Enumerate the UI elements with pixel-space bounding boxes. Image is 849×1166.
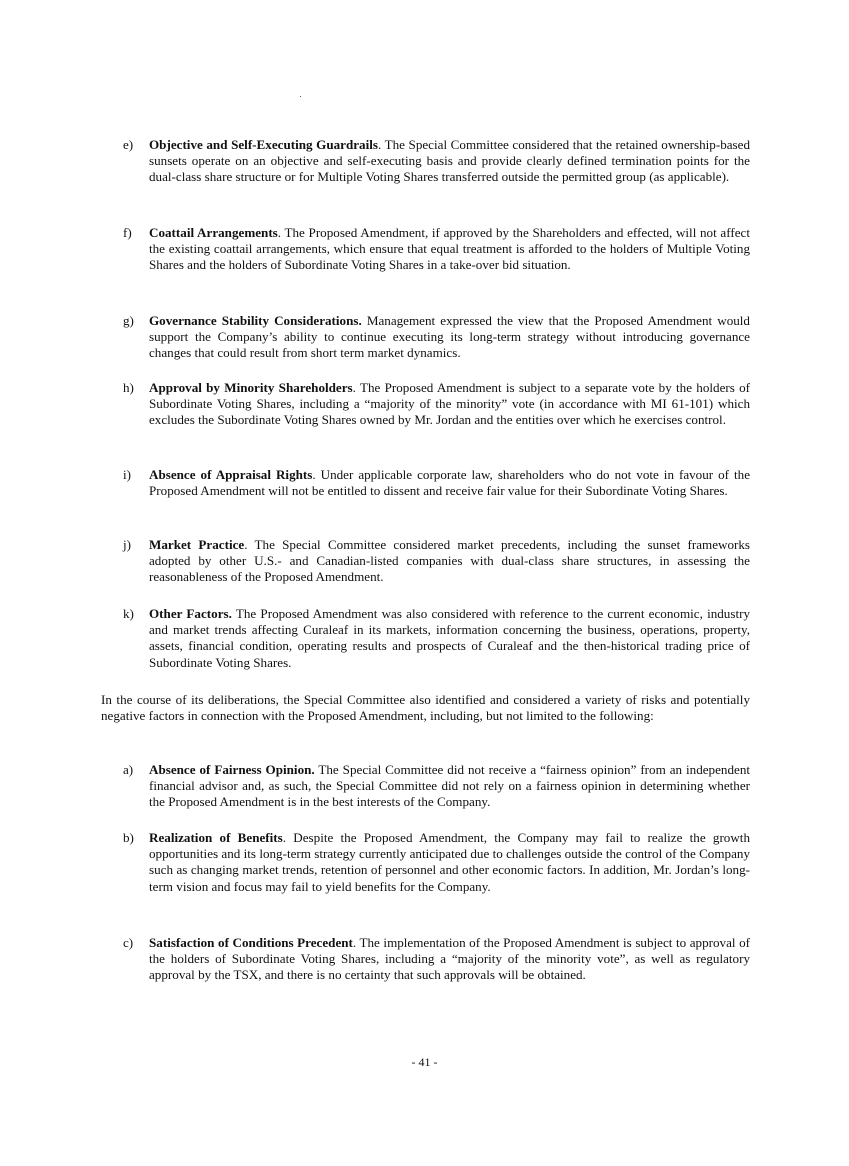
item-heading: Absence of Fairness Opinion. <box>149 762 315 777</box>
item-heading: Satisfaction of Conditions Precedent <box>149 935 353 950</box>
item-heading: Realization of Benefits <box>149 830 283 845</box>
list-item-body <box>149 467 750 499</box>
list-item <box>123 537 750 586</box>
list-item-body <box>149 225 750 274</box>
item-text: . The Special Committee considered that the retained ownership-based sunsets operate on an objective and self-executing basis and provide clearly defined termination points for the dual-class share structure or for Multiple Voting Shares transferred outside the permitted group (as applicable). <box>149 137 751 185</box>
item-text: The Special Committee did not receive a “fairness opinion” from an independent financial advisor and, as such, the Special Committee did not rely on a fairness opinion in determining whether the Proposed Amendment is in the best interests of the Company. <box>149 762 750 810</box>
item-heading: Market Practice <box>149 537 245 552</box>
list-item-body <box>149 830 750 895</box>
list-marker: a) <box>123 762 134 777</box>
list-item-body <box>149 935 750 984</box>
list-item <box>123 762 750 811</box>
item-heading: Objective and Self-Executing Guardrails <box>149 137 378 152</box>
list-item <box>123 137 750 186</box>
list-item-body <box>149 380 750 429</box>
list-marker: b) <box>123 830 134 845</box>
page-number: - 41 - <box>411 1055 438 1069</box>
item-heading: Other Factors. <box>149 606 232 621</box>
list-item <box>123 467 750 499</box>
list-item-body <box>149 606 750 671</box>
list-marker: i) <box>123 467 131 482</box>
list-marker: c) <box>123 935 134 950</box>
list-item <box>123 313 750 362</box>
list-item <box>123 380 750 429</box>
list-marker: j) <box>123 537 131 552</box>
list-item <box>123 225 750 274</box>
item-heading: Coattail Arrangements <box>149 225 278 240</box>
item-text: The Proposed Amendment was also considered with reference to the current economic, industry and market trends affecting Curaleaf in its markets, information concerning the business, operations, property, assets, financial condition, operating results and prospects of Curaleaf and the then-historical trading price of Subordinate Voting Shares. <box>149 606 750 670</box>
item-text: Management expressed the view that the Proposed Amendment would support the Company’s ability to continue executing its long-term strategy without introducing governance changes that could result from short term market dynamics. <box>149 313 750 361</box>
list-marker: g) <box>123 313 134 328</box>
item-text: . The Proposed Amendment is subject to a separate vote by the holders of Subordinate Voting Shares, including a “majority of the minority” vote (in accordance with MI 61-101) which excludes the Subordinate Voting Shares owned by Mr. Jordan and the entities over which he exercises control. <box>149 380 751 428</box>
list-item-body <box>149 137 750 186</box>
list-item-body <box>149 762 750 811</box>
list-item <box>123 935 750 984</box>
list-item-body <box>149 537 750 586</box>
list-marker: h) <box>123 380 134 395</box>
item-text: . Under applicable corporate law, shareholders who do not vote in favour of the Proposed Amendment will not be entitled to dissent and receive fair value for their Subordinate Voting Shares. <box>149 467 751 499</box>
list-item <box>123 606 750 671</box>
item-heading: Approval by Minority Shareholders <box>149 380 353 395</box>
item-text: . The Special Committee considered market precedents, including the sunset frameworks adopted by other U.S.- and Canadian-listed companies with dual-class share structures, in assessing the reasonableness of the Proposed Amendment. <box>149 537 751 585</box>
item-text: . The implementation of the Proposed Amendment is subject to approval of the holders of Subordinate Voting Shares, including a “majority of the minority vote”, as well as regulatory approval by the TSX, and there is no certainty that such approvals will be obtained. <box>149 935 750 983</box>
item-heading: Governance Stability Considerations. <box>149 313 362 328</box>
list-marker: k) <box>123 606 134 621</box>
intro-paragraph: In the course of its deliberations, the Special Committee also identified and considered a variety of risks and potentially negative factors in connection with the Proposed Amendment, including, but not limited to the following: <box>101 692 750 724</box>
list-marker: f) <box>123 225 132 240</box>
list-item <box>123 830 750 895</box>
item-heading: Absence of Appraisal Rights <box>149 467 313 482</box>
stray-mark <box>300 96 301 97</box>
item-text: . The Proposed Amendment, if approved by the Shareholders and effected, will not affect the existing coattail arrangements, which ensure that equal treatment is afforded to the holders of Multiple Voting Shares and the holders of Subordinate Voting Shares in a take-over bid situation. <box>149 225 750 273</box>
list-item-body <box>149 313 750 362</box>
item-text: . Despite the Proposed Amendment, the Company may fail to realize the growth opportunities and its long-term strategy currently anticipated due to challenges outside the control of the Company such as changing market trends, retention of personnel and other economic factors. In addition, Mr. Jordan’s long-term vision and focus may fail to yield benefits for the Company. <box>149 830 750 894</box>
list-marker: e) <box>123 137 134 152</box>
